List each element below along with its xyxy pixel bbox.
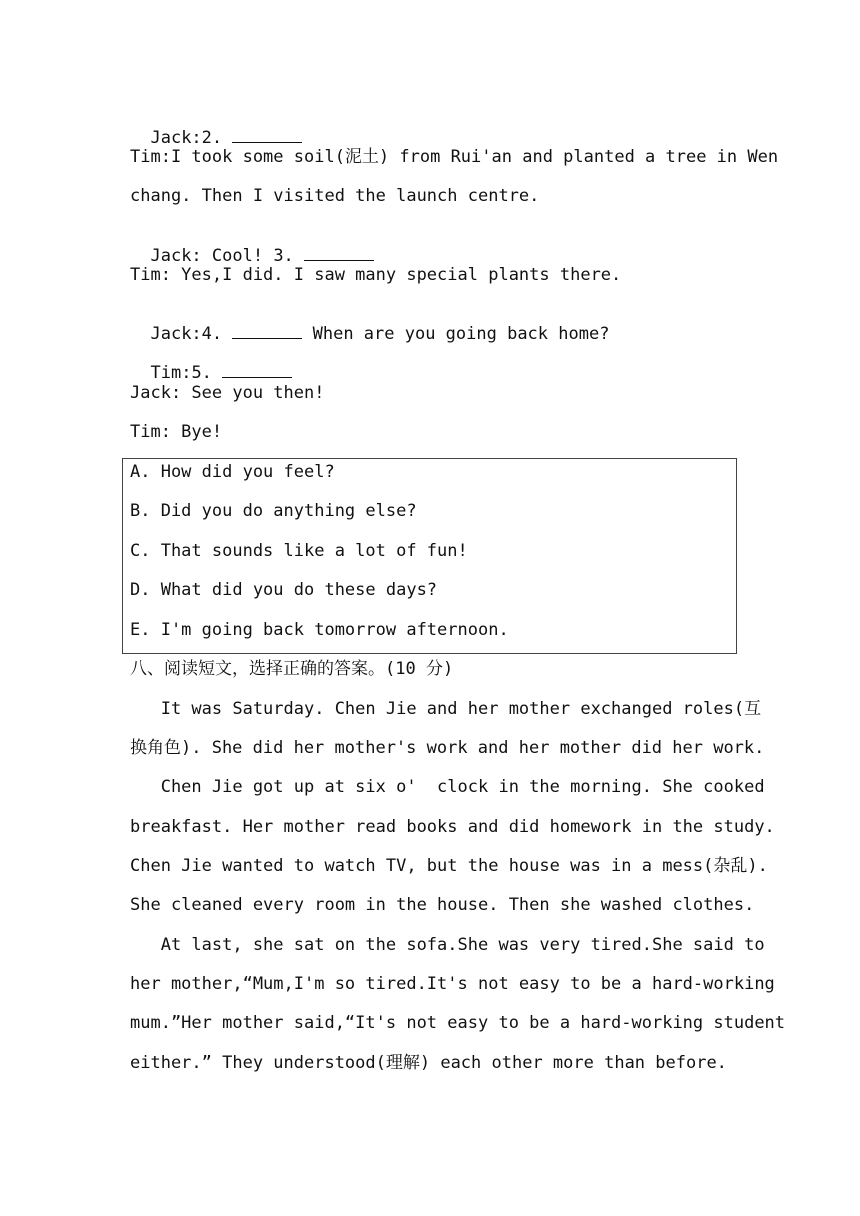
answer-blank[interactable] xyxy=(222,363,292,378)
dialogue-line-tim-6: Tim: Bye! xyxy=(130,422,223,442)
passage-line: Chen Jie wanted to watch TV, but the house was in a mess(杂乱). xyxy=(130,856,768,876)
dialogue-line-jack-4 xyxy=(130,304,609,344)
speaker-label: Jack: xyxy=(150,324,202,344)
passage-line: either.” They understood(理解) each other more than before. xyxy=(130,1053,727,1073)
dialogue-line-tim-2: Tim: Yes,I did. I saw many special plants there. xyxy=(130,265,622,285)
speaker-label: Jack: xyxy=(150,128,202,148)
speaker-label: Tim: xyxy=(150,363,192,383)
option-c: C. That sounds like a lot of fun! xyxy=(130,541,468,561)
passage-line: At last, she sat on the sofa.She was very tired.She said to xyxy=(130,935,765,955)
passage-line: Chen Jie got up at six o' clock in the morning. She cooked xyxy=(130,777,765,797)
dialogue-line-tim-1-cont: chang. Then I visited the launch centre. xyxy=(130,186,540,206)
dialogue-line-tim-5 xyxy=(130,343,292,383)
dialogue-line-tim-1: Tim:I took some soil(泥土) from Rui'an and planted a tree in Wen xyxy=(130,147,779,167)
question-number: 5. xyxy=(191,363,223,383)
passage-line: breakfast. Her mother read books and did homework in the study. xyxy=(130,817,775,837)
question-number: 3. xyxy=(273,246,305,266)
passage-line: 换角色). She did her mother's work and her mother did her work. xyxy=(130,738,765,758)
speaker-label: Jack: Cool! xyxy=(150,246,274,266)
dialogue-tail: When are you going back home? xyxy=(302,324,610,344)
option-a: A. How did you feel? xyxy=(130,462,335,482)
passage-line: mum.”Her mother said,“It's not easy to be a hard-working student xyxy=(130,1013,786,1033)
option-b: B. Did you do anything else? xyxy=(130,501,417,521)
dialogue-line-jack-5: Jack: See you then! xyxy=(130,383,325,403)
question-number: 4. xyxy=(201,324,233,344)
passage-line: She cleaned every room in the house. Then she washed clothes. xyxy=(130,895,755,915)
section-heading: 八、阅读短文，选择正确的答案。(10 分) xyxy=(130,659,454,679)
answer-blank[interactable] xyxy=(232,128,302,143)
dialogue-line-jack-2 xyxy=(130,108,302,148)
passage-line: her mother,“Mum,I'm so tired.It's not easy to be a hard-working xyxy=(130,974,775,994)
option-d: D. What did you do these days? xyxy=(130,580,438,600)
passage-line: It was Saturday. Chen Jie and her mother exchanged roles(互 xyxy=(130,699,762,719)
dialogue-line-jack-3 xyxy=(130,226,374,266)
answer-blank[interactable] xyxy=(304,246,374,261)
answer-blank[interactable] xyxy=(232,324,302,339)
option-e: E. I'm going back tomorrow afternoon. xyxy=(130,620,509,640)
question-number: 2. xyxy=(201,128,233,148)
